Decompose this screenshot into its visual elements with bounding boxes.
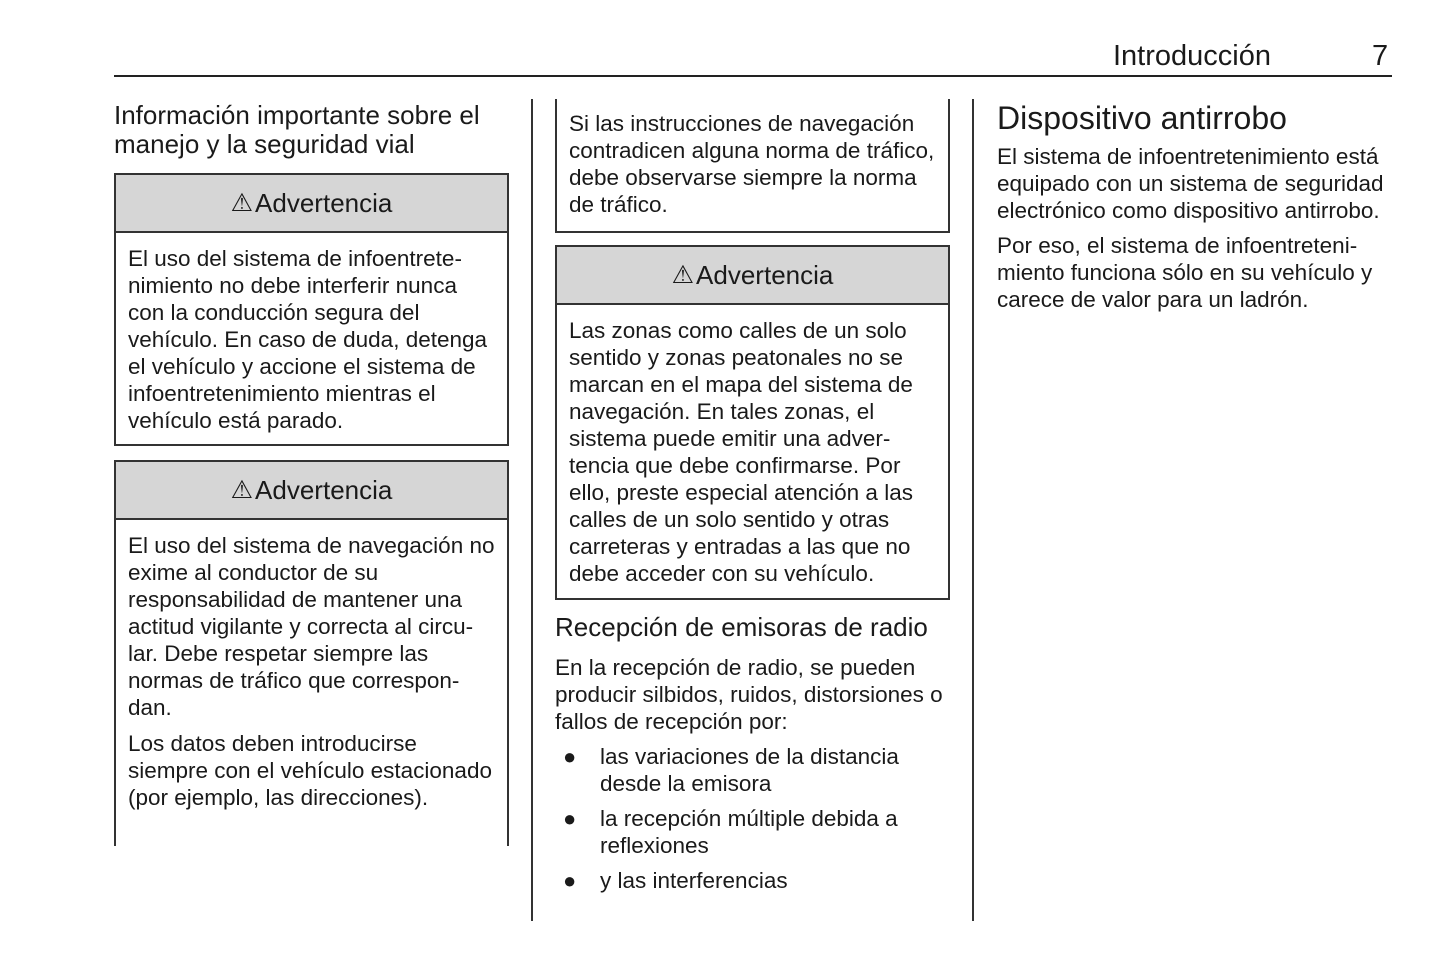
warning-text-3: Las zonas como calles de un solo sentido y zonas peatonales no se marcan en el mapa del sistema de navegación. En tales zonas, el sistema puede emitir una advertencia que debe confirmarse. Por ello, preste especial atención a las calles de un solo sentido y otras carreteras y entradas a las que no debe acceder con su vehículo.	[569, 318, 913, 586]
warning-triangle-icon: ⚠	[230, 189, 254, 217]
warning-header-2	[116, 462, 507, 520]
section-heading-radio: Recepción de emisoras de radio	[555, 612, 928, 642]
column-3	[997, 100, 1392, 313]
list-item: ● y las interferencias	[563, 868, 788, 893]
section-heading-antitheft: Dispositivo antirrobo	[997, 100, 1287, 136]
list-item: ● la recepción múltiple debida a reflexiones	[563, 806, 898, 858]
header-rule	[114, 75, 1392, 77]
warning-header-1	[116, 175, 507, 233]
warning-box-2	[114, 460, 509, 846]
warning-box-3	[555, 245, 950, 600]
warning-triangle-icon: ⚠	[671, 261, 695, 289]
warning-box-1	[114, 173, 509, 446]
warning-text-2b: Los datos deben introducirse siempre con el vehículo estacionado (por ejemplo, las direcciones).	[128, 731, 492, 810]
column-2	[555, 99, 950, 902]
bullet-icon: ●	[563, 868, 577, 893]
radio-causes-list	[555, 743, 950, 894]
bullet-icon: ●	[563, 806, 577, 831]
warning-text-2a: El uso del sistema de navegación no exime al conductor de su responsabilidad de mantener una actitud vigilante y correcta al circular. Debe respetar siempre las normas de tráfico que correspondan.	[128, 533, 495, 720]
page-header-title: Introducción	[1113, 40, 1271, 72]
antitheft-text-2: Por eso, el sistema de infoentretenimiento funciona sólo en su vehículo y carece de valor para un ladrón.	[997, 233, 1373, 312]
warning-title-1: Advertencia	[255, 187, 393, 218]
warning-title-2: Advertencia	[255, 474, 393, 505]
section-heading-safety: Información importante sobre el manejo y la seguridad vial	[114, 100, 480, 159]
warning-text-1: El uso del sistema de infoentretenimiento no debe interferir nunca con la conducción segura del vehículo. En caso de duda, detenga el vehículo y accione el sistema de infoentretenimiento mientras el vehículo está parado.	[128, 246, 488, 433]
bullet-icon: ●	[563, 744, 577, 769]
continued-warning-text: Si las instrucciones de navegación contradicen alguna norma de tráfico, debe observarse siempre la norma de tráfico.	[569, 111, 935, 217]
warning-body-2	[116, 520, 507, 821]
antitheft-text-1: El sistema de infoentretenimiento está equipado con un sistema de seguridad electrónico como dispositivo antirrobo.	[997, 144, 1384, 223]
list-item: ● las variaciones de la distancia desde la emisora	[563, 744, 899, 796]
continued-warning-box	[555, 99, 950, 233]
warning-triangle-icon: ⚠	[230, 476, 254, 504]
page-number: 7	[1372, 40, 1389, 72]
column-divider-2	[972, 99, 974, 921]
radio-intro-text: En la recepción de radio, se pueden producir silbidos, ruidos, distorsiones o fallos de recepción por:	[555, 655, 943, 734]
warning-title-3: Advertencia	[696, 259, 834, 290]
warning-body-1	[116, 233, 507, 444]
warning-body-3	[557, 305, 948, 597]
column-divider-1	[531, 99, 533, 921]
column-1	[114, 101, 509, 846]
warning-header-3	[557, 247, 948, 305]
